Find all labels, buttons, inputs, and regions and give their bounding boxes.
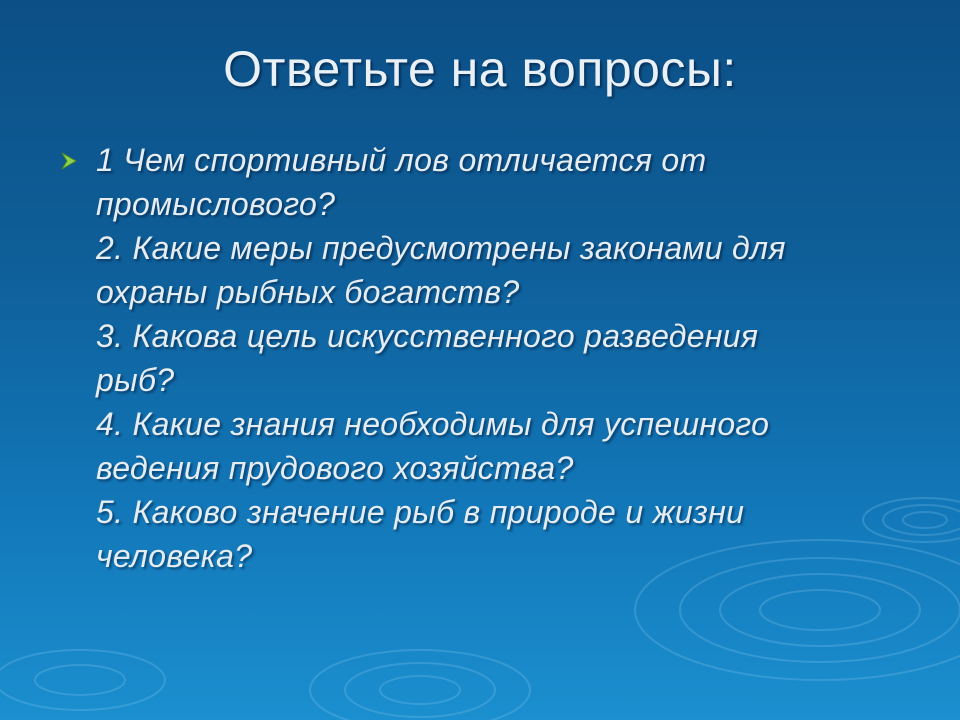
question-line: 3. Какова цель искусственного разведения [96, 318, 759, 354]
question-line: 4. Какие знания необходимы для успешного [96, 406, 770, 442]
bullet-item [60, 138, 930, 578]
question-line: ведения прудового хозяйства? [96, 450, 574, 486]
question-line: охраны рыбных богатств? [96, 274, 520, 310]
questions-list [60, 138, 930, 578]
question-line: рыб? [96, 362, 175, 398]
question-line: 5. Каково значение рыб в природе и жизни [96, 494, 745, 530]
question-line: 2. Какие меры предусмотрены законами для [96, 230, 786, 266]
question-line: 1 Чем спортивный лов отличается от [96, 142, 707, 178]
question-line: человека? [96, 538, 253, 574]
arrow-bullet-icon [60, 151, 80, 171]
slide-title: Ответьте на вопросы: [223, 41, 737, 97]
question-line: промыслового? [96, 186, 336, 222]
